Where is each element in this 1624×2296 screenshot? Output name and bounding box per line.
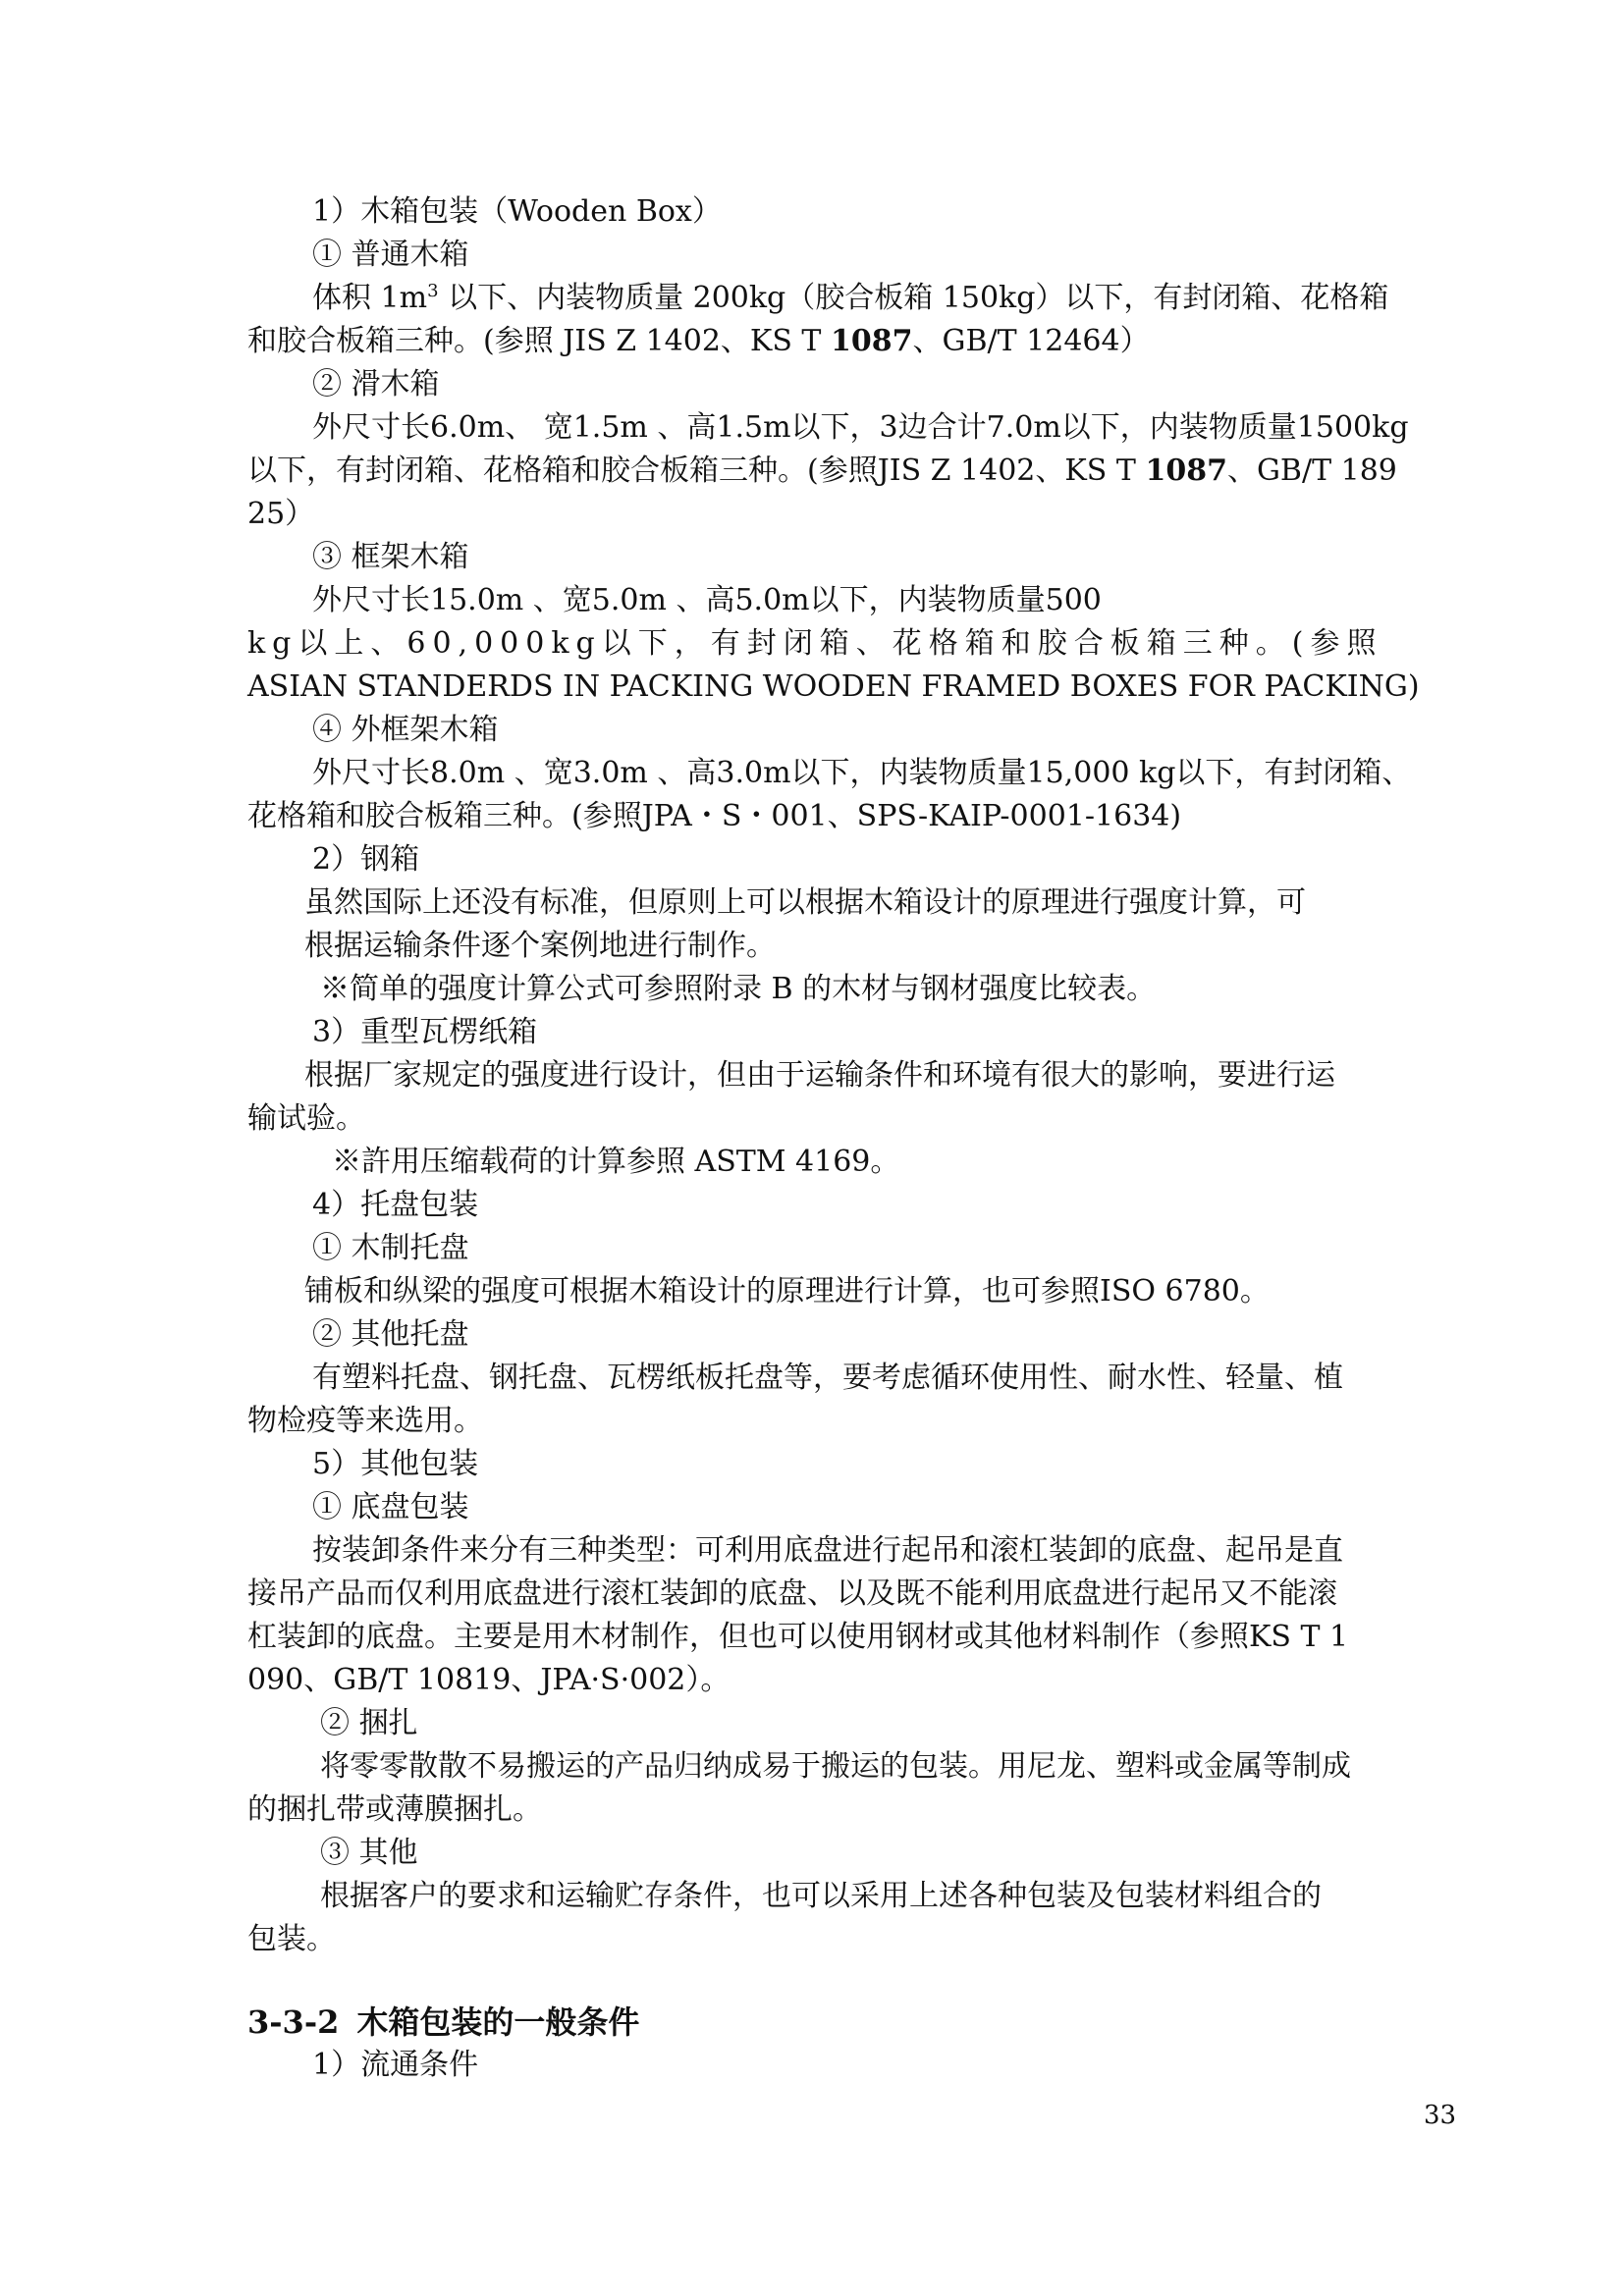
section-title: 木箱包装的一般条件 (356, 2003, 640, 2041)
bold-standard-number: 1087 (830, 324, 913, 358)
paragraph-line: 杠装卸的底盘。主要是用木材制作，但也可以使用钢材或其他材料制作（参照KS T 1 (247, 1620, 1349, 1654)
item-pallet: 4）托盘包装 (312, 1188, 479, 1222)
paragraph-line: 输试验。 (247, 1101, 365, 1136)
paragraph-line: 根据厂家规定的强度进行设计，但由于运输条件和环境有很大的影响，要进行运 (304, 1058, 1335, 1093)
paragraph-line: kg以上、60,000kg以下，有封闭箱、花格箱和胶合板箱三种。(参照 (247, 626, 1383, 661)
superscript: 3 (427, 281, 439, 301)
subitem-other-pallet: ② 其他托盘 (312, 1317, 469, 1352)
page-number: 33 (1424, 2101, 1457, 2130)
paragraph-line (247, 320, 1465, 363)
note-line: ※許用压缩载荷的计算参照 ASTM 4169。 (332, 1145, 900, 1179)
text-span: 以下，有封闭箱、花格箱和胶合板箱三种。(参照JIS Z 1402、KS T (247, 454, 1146, 488)
bold-standard-number: 1087 (1145, 454, 1227, 488)
text-span: 、GB/T 189 (1226, 454, 1397, 488)
paragraph-line (247, 277, 1465, 320)
subitem-frame-box: ③ 框架木箱 (312, 540, 469, 574)
page-body (247, 190, 1465, 2087)
paragraph-line: 花格箱和胶合板箱三种。(参照JPA・S・001、SPS-KAIP-0001-1634) (247, 799, 1182, 833)
note-line: ※简单的强度计算公式可参照附录 B 的木材与钢材强度比较表。 (320, 972, 1157, 1006)
subitem-skid-box: ② 滑木箱 (312, 367, 440, 401)
paragraph-line: 的捆扎带或薄膜捆扎。 (247, 1792, 542, 1827)
item-distribution-conditions: 1）流通条件 (312, 2048, 479, 2082)
paragraph-line: 根据客户的要求和运输贮存条件，也可以采用上述各种包装及包装材料组合的 (320, 1879, 1322, 1913)
paragraph-line: 按装卸条件来分有三种类型：可利用底盘进行起吊和滚杠装卸的底盘、起吊是直 (312, 1533, 1343, 1568)
section-heading (247, 2001, 1465, 2044)
paragraph-line: 090、GB/T 10819、JPA·S·002）。 (247, 1663, 731, 1697)
item-corrugated-box: 3）重型瓦楞纸箱 (312, 1015, 538, 1049)
section-number: 3-3-2 (247, 2003, 340, 2041)
subitem-others: ③ 其他 (320, 1836, 418, 1870)
paragraph-line: 包装。 (247, 1922, 336, 1956)
subitem-outer-frame-box: ④ 外框架木箱 (312, 713, 499, 747)
paragraph-line: 物检疫等来选用。 (247, 1404, 483, 1438)
paragraph-line: 外尺寸长8.0m 、宽3.0m 、高3.0m以下，内装物质量15,000 kg以下，有封闭箱、 (312, 756, 1412, 790)
paragraph-line: 外尺寸长15.0m 、宽5.0m 、高5.0m以下，内装物质量500 (312, 583, 1102, 617)
paragraph-line: 有塑料托盘、钢托盘、瓦楞纸板托盘等，要考虑循环使用性、耐水性、轻量、植 (312, 1361, 1343, 1395)
item-steel-box: 2）钢箱 (312, 842, 420, 877)
paragraph-line: 根据运输条件逐个案例地进行制作。 (304, 929, 776, 963)
item-wooden-box: 1）木箱包装（Wooden Box） (312, 194, 722, 229)
paragraph-line: 铺板和纵梁的强度可根据木箱设计的原理进行计算，也可参照ISO 6780。 (304, 1274, 1270, 1308)
subitem-wood-pallet: ① 木制托盘 (312, 1231, 469, 1265)
paragraph-line: 25） (247, 497, 315, 531)
text-span: 体积 1m (312, 281, 428, 315)
paragraph-line: 虽然国际上还没有标准，但原则上可以根据木箱设计的原理进行强度计算，可 (304, 885, 1306, 920)
subitem-base-packing: ① 底盘包装 (312, 1490, 469, 1524)
paragraph-line: 外尺寸长6.0m、 宽1.5m 、高1.5m以下，3边合计7.0m以下，内装物质量1500kg (312, 410, 1409, 445)
paragraph-line: ASIAN STANDERDS IN PACKING WOODEN FRAMED BOXES FOR PACKING) (247, 669, 1420, 704)
text-span: 、GB/T 12464） (912, 324, 1150, 358)
subitem-bundling: ② 捆扎 (320, 1706, 418, 1740)
text-span: 以下、内装物质量 200kg（胶合板箱 150kg）以下，有封闭箱、花格箱 (438, 281, 1389, 315)
paragraph-line: 将零零散散不易搬运的产品归纳成易于搬运的包装。用尼龙、塑料或金属等制成 (320, 1749, 1351, 1784)
text-span: 和胶合板箱三种。(参照 JIS Z 1402、KS T (247, 324, 831, 358)
item-other-packing: 5）其他包装 (312, 1447, 479, 1481)
paragraph-line: 接吊产品而仅利用底盘进行滚杠装卸的底盘、以及既不能利用底盘进行起吊又不能滚 (247, 1576, 1337, 1611)
subitem-ordinary-box: ① 普通木箱 (312, 238, 469, 272)
paragraph-line (247, 450, 1465, 493)
